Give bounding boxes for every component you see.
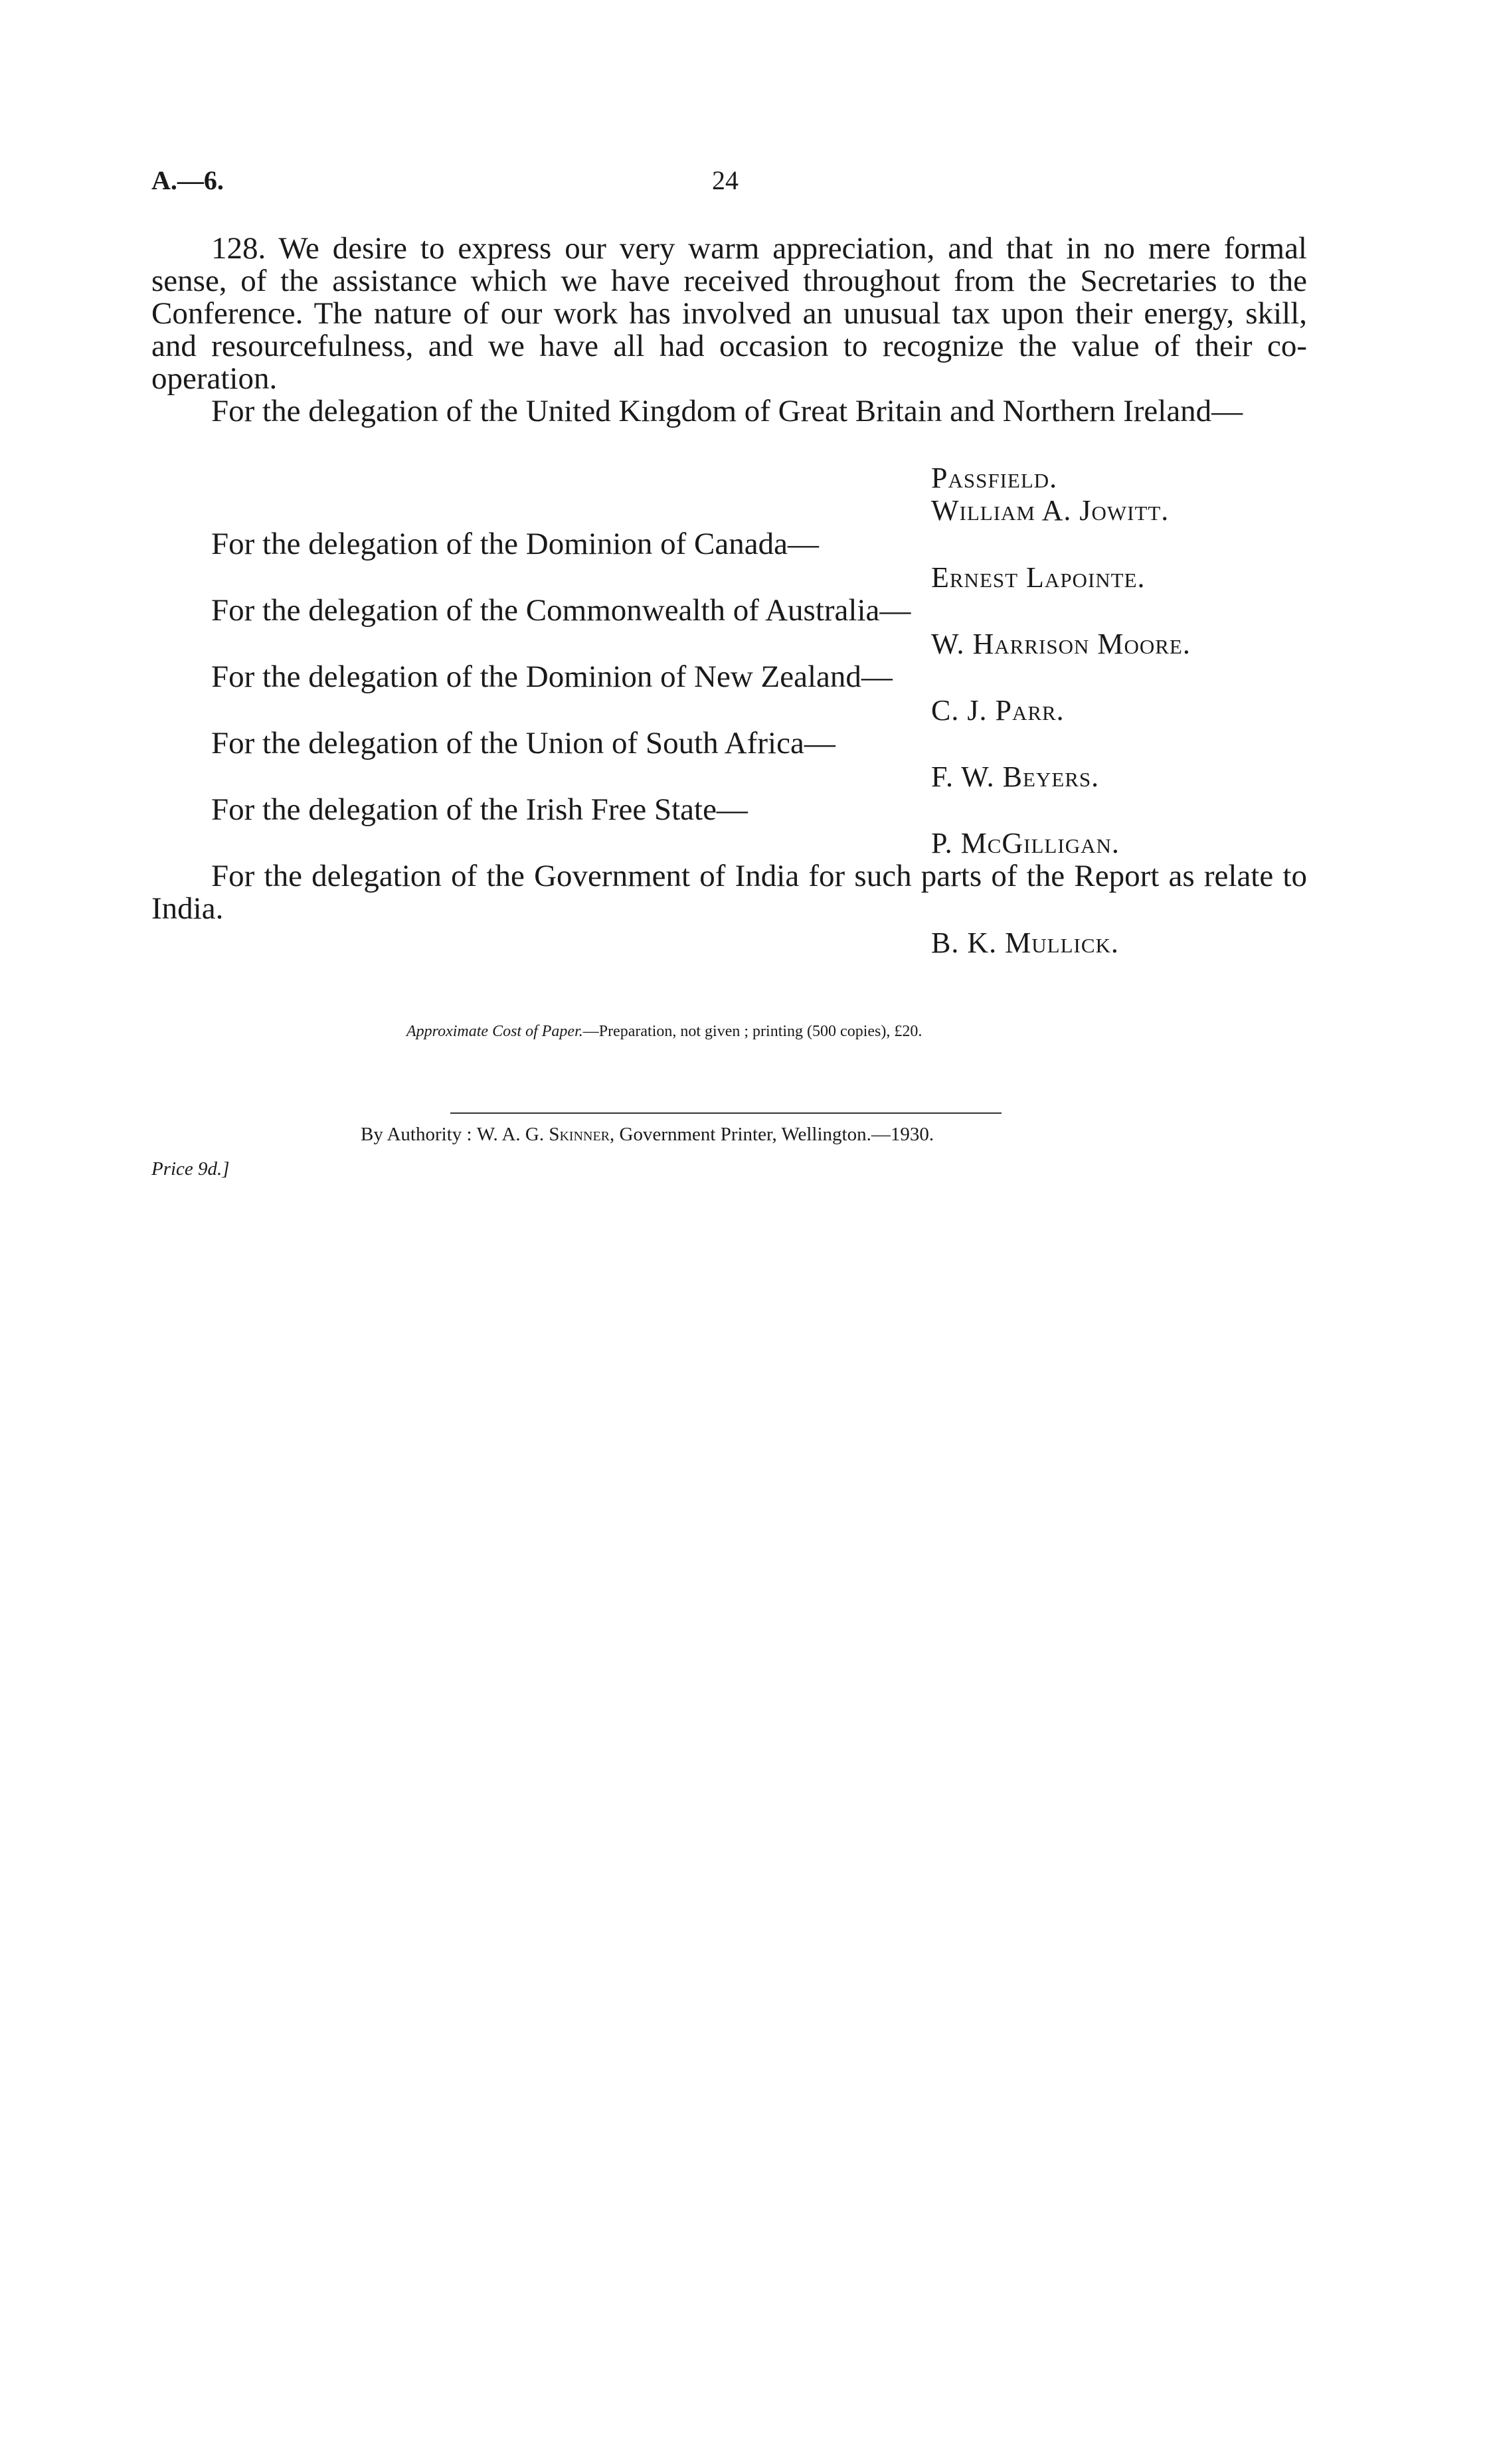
delegation-south-africa xyxy=(151,727,1307,760)
paragraph-128-block xyxy=(151,232,1307,395)
delegation-label-canada: For the delegation of the Dominion of Canada— xyxy=(211,527,819,561)
paragraph-128: 128. We desire to express our very warm appreciation, and that in no mere formal sense, of the assistance which we have received throughout from the Secretaries to the Conference. The nature of our work has involved an unusual tax upon their energy, skill, and resourcefulness, and we have all had occasion to recognize the value of their co-operation. xyxy=(151,231,1307,396)
delegation-australia xyxy=(151,594,1307,627)
signatory-beyers: F. W. Beyers. xyxy=(931,760,1100,793)
authority-prefix: By Authority : xyxy=(361,1124,472,1145)
signatory-jowitt: William A. Jowitt. xyxy=(931,494,1170,527)
cost-of-paper-note xyxy=(406,1023,922,1041)
delegation-label-australia: For the delegation of the Commonwealth of Australia— xyxy=(211,593,911,628)
authority-suffix: , Government Printer, Wellington.—1930. xyxy=(610,1124,934,1145)
delegation-label-new-zealand: For the delegation of the Dominion of New Zealand— xyxy=(211,660,893,694)
cost-text: —Preparation, not given ; printing (500 copies), £20. xyxy=(582,1023,922,1040)
signatory-mcgilligan: P. McGilligan. xyxy=(931,827,1120,859)
delegation-new-zealand xyxy=(151,661,1307,693)
delegation-canada xyxy=(151,528,1307,561)
delegation-uk xyxy=(151,395,1307,428)
signatory-moore: W. Harrison Moore. xyxy=(931,628,1191,660)
signatory-passfield: Passfield. xyxy=(931,462,1058,494)
price-note: Price 9d.] xyxy=(151,1158,230,1180)
delegation-india xyxy=(151,860,1307,925)
cost-label: Approximate Cost of Paper. xyxy=(406,1023,583,1040)
printer-name: W. A. G. Skinner xyxy=(476,1124,610,1145)
delegation-label-irish-free-state: For the delegation of the Irish Free State— xyxy=(211,792,748,827)
page-number: 24 xyxy=(712,165,739,195)
delegation-label-uk: For the delegation of the United Kingdom of Great Britain and Northern Ireland— xyxy=(211,394,1243,428)
delegation-label-india: For the delegation of the Government of India for such parts of the Report as relate to India. xyxy=(151,859,1307,926)
signatory-parr: C. J. Parr. xyxy=(931,694,1065,727)
document-reference: A.—6. xyxy=(151,165,224,195)
delegation-irish-free-state xyxy=(151,794,1307,826)
delegation-label-south-africa: For the delegation of the Union of South Africa— xyxy=(211,726,835,760)
footer-divider xyxy=(450,1112,1002,1114)
signatory-lapointe: Ernest Lapointe. xyxy=(931,561,1146,594)
printer-authority xyxy=(361,1124,934,1146)
signatory-mullick: B. K. Mullick. xyxy=(931,926,1119,959)
